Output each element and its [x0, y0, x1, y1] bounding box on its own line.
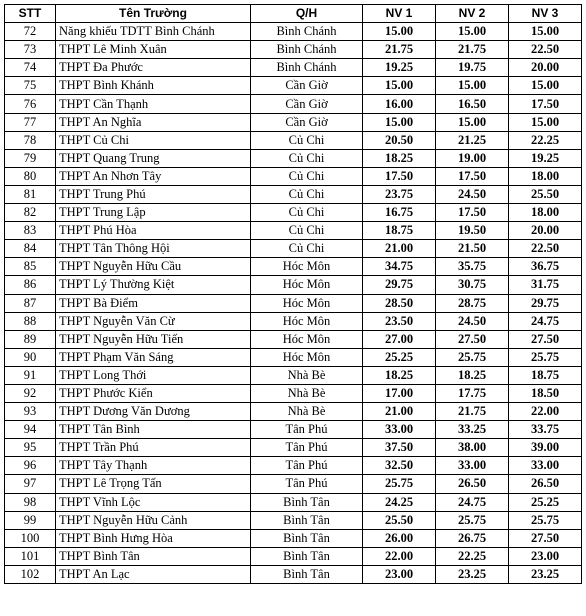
table-row — [5, 167, 582, 185]
table-row — [5, 493, 582, 511]
nv3-score-cell: 36.75 — [509, 258, 582, 276]
nv3-score-cell: 22.00 — [509, 403, 582, 421]
school-name-cell: THPT Cần Thạnh — [56, 95, 251, 113]
stt-cell: 77 — [5, 113, 56, 131]
table-row — [5, 131, 582, 149]
table-header — [5, 5, 582, 23]
nv1-score-cell: 21.00 — [363, 240, 436, 258]
school-name-cell: THPT Lê Minh Xuân — [56, 41, 251, 59]
school-name-cell: THPT Nguyễn Hữu Tiến — [56, 330, 251, 348]
district-cell: Hóc Môn — [251, 294, 363, 312]
stt-cell: 94 — [5, 421, 56, 439]
header-nv1: NV 1 — [363, 5, 436, 23]
nv3-score-cell: 15.00 — [509, 77, 582, 95]
table-row — [5, 276, 582, 294]
table-row — [5, 457, 582, 475]
header-district: Q/H — [251, 5, 363, 23]
nv3-score-cell: 20.00 — [509, 222, 582, 240]
district-cell: Tân Phú — [251, 475, 363, 493]
nv2-score-cell: 25.75 — [436, 348, 509, 366]
district-cell: Tân Phú — [251, 439, 363, 457]
stt-cell: 73 — [5, 41, 56, 59]
stt-cell: 86 — [5, 276, 56, 294]
district-cell: Hóc Môn — [251, 258, 363, 276]
nv1-score-cell: 16.00 — [363, 95, 436, 113]
nv1-score-cell: 37.50 — [363, 439, 436, 457]
nv2-score-cell: 27.50 — [436, 330, 509, 348]
district-cell: Cần Giờ — [251, 95, 363, 113]
school-name-cell: THPT Tân Bình — [56, 421, 251, 439]
nv2-score-cell: 23.25 — [436, 565, 509, 583]
nv3-score-cell: 24.75 — [509, 312, 582, 330]
stt-cell: 85 — [5, 258, 56, 276]
nv2-score-cell: 18.25 — [436, 366, 509, 384]
stt-cell: 96 — [5, 457, 56, 475]
table-row — [5, 59, 582, 77]
nv1-score-cell: 25.50 — [363, 511, 436, 529]
nv2-score-cell: 35.75 — [436, 258, 509, 276]
table-row — [5, 475, 582, 493]
district-cell: Bình Tân — [251, 511, 363, 529]
school-name-cell: THPT Bà Điểm — [56, 294, 251, 312]
stt-cell: 90 — [5, 348, 56, 366]
stt-cell: 74 — [5, 59, 56, 77]
school-name-cell: THPT Củ Chi — [56, 131, 251, 149]
district-cell: Củ Chi — [251, 131, 363, 149]
nv3-score-cell: 22.25 — [509, 131, 582, 149]
nv2-score-cell: 19.50 — [436, 222, 509, 240]
stt-cell: 75 — [5, 77, 56, 95]
nv3-score-cell: 15.00 — [509, 113, 582, 131]
school-name-cell: THPT Trần Phú — [56, 439, 251, 457]
stt-cell: 79 — [5, 149, 56, 167]
nv3-score-cell: 22.50 — [509, 240, 582, 258]
stt-cell: 88 — [5, 312, 56, 330]
table-row — [5, 222, 582, 240]
nv1-score-cell: 20.50 — [363, 131, 436, 149]
stt-cell: 87 — [5, 294, 56, 312]
school-name-cell: THPT Tân Thông Hội — [56, 240, 251, 258]
nv3-score-cell: 33.00 — [509, 457, 582, 475]
nv2-score-cell: 25.75 — [436, 511, 509, 529]
stt-cell: 98 — [5, 493, 56, 511]
stt-cell: 92 — [5, 384, 56, 402]
stt-cell: 76 — [5, 95, 56, 113]
school-name-cell: THPT Nguyễn Hữu Cảnh — [56, 511, 251, 529]
nv1-score-cell: 32.50 — [363, 457, 436, 475]
table-row — [5, 77, 582, 95]
district-cell: Hóc Môn — [251, 348, 363, 366]
nv2-score-cell: 26.50 — [436, 475, 509, 493]
stt-cell: 72 — [5, 23, 56, 41]
nv1-score-cell: 33.00 — [363, 421, 436, 439]
nv1-score-cell: 19.25 — [363, 59, 436, 77]
school-name-cell: THPT Lý Thường Kiệt — [56, 276, 251, 294]
nv2-score-cell: 22.25 — [436, 547, 509, 565]
nv1-score-cell: 28.50 — [363, 294, 436, 312]
district-cell: Củ Chi — [251, 222, 363, 240]
admission-scores-table — [4, 4, 582, 584]
nv3-score-cell: 18.50 — [509, 384, 582, 402]
table-row — [5, 366, 582, 384]
nv2-score-cell: 24.50 — [436, 185, 509, 203]
table-row — [5, 204, 582, 222]
district-cell: Nhà Bè — [251, 366, 363, 384]
nv1-score-cell: 23.50 — [363, 312, 436, 330]
school-name-cell: THPT Bình Tân — [56, 547, 251, 565]
nv1-score-cell: 15.00 — [363, 23, 436, 41]
nv1-score-cell: 17.50 — [363, 167, 436, 185]
nv1-score-cell: 27.00 — [363, 330, 436, 348]
stt-cell: 99 — [5, 511, 56, 529]
nv1-score-cell: 15.00 — [363, 77, 436, 95]
stt-cell: 83 — [5, 222, 56, 240]
school-name-cell: THPT Tây Thạnh — [56, 457, 251, 475]
nv3-score-cell: 23.25 — [509, 565, 582, 583]
school-name-cell: THPT Dương Văn Dương — [56, 403, 251, 421]
table-row — [5, 547, 582, 565]
table-row — [5, 312, 582, 330]
nv3-score-cell: 23.00 — [509, 547, 582, 565]
nv3-score-cell: 26.50 — [509, 475, 582, 493]
nv1-score-cell: 21.00 — [363, 403, 436, 421]
district-cell: Củ Chi — [251, 167, 363, 185]
nv1-score-cell: 16.75 — [363, 204, 436, 222]
table-row — [5, 294, 582, 312]
table-row — [5, 95, 582, 113]
nv3-score-cell: 18.00 — [509, 204, 582, 222]
table-body — [5, 23, 582, 584]
district-cell: Tân Phú — [251, 457, 363, 475]
header-school-name: Tên Trường — [56, 5, 251, 23]
nv3-score-cell: 19.25 — [509, 149, 582, 167]
district-cell: Bình Tân — [251, 493, 363, 511]
nv3-score-cell: 22.50 — [509, 41, 582, 59]
school-name-cell: THPT Long Thới — [56, 366, 251, 384]
stt-cell: 84 — [5, 240, 56, 258]
nv2-score-cell: 15.00 — [436, 23, 509, 41]
nv1-score-cell: 15.00 — [363, 113, 436, 131]
nv2-score-cell: 33.25 — [436, 421, 509, 439]
district-cell: Cần Giờ — [251, 77, 363, 95]
stt-cell: 91 — [5, 366, 56, 384]
table-row — [5, 403, 582, 421]
header-nv2: NV 2 — [436, 5, 509, 23]
stt-cell: 97 — [5, 475, 56, 493]
stt-cell: 100 — [5, 529, 56, 547]
district-cell: Củ Chi — [251, 204, 363, 222]
nv1-score-cell: 22.00 — [363, 547, 436, 565]
district-cell: Tân Phú — [251, 421, 363, 439]
stt-cell: 78 — [5, 131, 56, 149]
nv1-score-cell: 24.25 — [363, 493, 436, 511]
table-row — [5, 421, 582, 439]
nv1-score-cell: 34.75 — [363, 258, 436, 276]
stt-cell: 82 — [5, 204, 56, 222]
nv2-score-cell: 24.75 — [436, 493, 509, 511]
table-row — [5, 511, 582, 529]
stt-cell: 89 — [5, 330, 56, 348]
nv2-score-cell: 17.75 — [436, 384, 509, 402]
nv2-score-cell: 17.50 — [436, 167, 509, 185]
header-stt: STT — [5, 5, 56, 23]
table-row — [5, 41, 582, 59]
school-name-cell: Năng khiếu TDTT Bình Chánh — [56, 23, 251, 41]
nv2-score-cell: 15.00 — [436, 77, 509, 95]
nv3-score-cell: 29.75 — [509, 294, 582, 312]
nv1-score-cell: 18.25 — [363, 366, 436, 384]
header-nv3: NV 3 — [509, 5, 582, 23]
school-name-cell: THPT An Nhơn Tây — [56, 167, 251, 185]
nv2-score-cell: 24.50 — [436, 312, 509, 330]
table-row — [5, 529, 582, 547]
nv3-score-cell: 27.50 — [509, 529, 582, 547]
nv3-score-cell: 31.75 — [509, 276, 582, 294]
school-name-cell: THPT Trung Phú — [56, 185, 251, 203]
nv1-score-cell: 18.25 — [363, 149, 436, 167]
table-row — [5, 23, 582, 41]
nv3-score-cell: 17.50 — [509, 95, 582, 113]
district-cell: Hóc Môn — [251, 330, 363, 348]
school-name-cell: THPT Nguyễn Hữu Cầu — [56, 258, 251, 276]
school-name-cell: THPT Vĩnh Lộc — [56, 493, 251, 511]
stt-cell: 102 — [5, 565, 56, 583]
district-cell: Nhà Bè — [251, 403, 363, 421]
nv1-score-cell: 25.75 — [363, 475, 436, 493]
nv3-score-cell: 25.50 — [509, 185, 582, 203]
nv1-score-cell: 18.75 — [363, 222, 436, 240]
nv2-score-cell: 38.00 — [436, 439, 509, 457]
nv2-score-cell: 26.75 — [436, 529, 509, 547]
school-name-cell: THPT Phạm Văn Sáng — [56, 348, 251, 366]
stt-cell: 93 — [5, 403, 56, 421]
nv3-score-cell: 18.75 — [509, 366, 582, 384]
nv1-score-cell: 23.00 — [363, 565, 436, 583]
school-name-cell: THPT Phước Kiển — [56, 384, 251, 402]
nv3-score-cell: 25.75 — [509, 348, 582, 366]
nv3-score-cell: 39.00 — [509, 439, 582, 457]
district-cell: Hóc Môn — [251, 312, 363, 330]
district-cell: Bình Tân — [251, 529, 363, 547]
header-row — [5, 5, 582, 23]
nv3-score-cell: 20.00 — [509, 59, 582, 77]
school-name-cell: THPT Trung Lập — [56, 204, 251, 222]
school-name-cell: THPT Lê Trọng Tấn — [56, 475, 251, 493]
district-cell: Bình Tân — [251, 565, 363, 583]
stt-cell: 95 — [5, 439, 56, 457]
school-name-cell: THPT An Lạc — [56, 565, 251, 583]
school-name-cell: THPT Quang Trung — [56, 149, 251, 167]
nv2-score-cell: 15.00 — [436, 113, 509, 131]
nv2-score-cell: 21.25 — [436, 131, 509, 149]
school-name-cell: THPT Nguyễn Văn Cừ — [56, 312, 251, 330]
district-cell: Củ Chi — [251, 149, 363, 167]
nv3-score-cell: 15.00 — [509, 23, 582, 41]
table-row — [5, 258, 582, 276]
district-cell: Bình Chánh — [251, 41, 363, 59]
nv1-score-cell: 21.75 — [363, 41, 436, 59]
district-cell: Củ Chi — [251, 185, 363, 203]
nv2-score-cell: 28.75 — [436, 294, 509, 312]
table-row — [5, 149, 582, 167]
table-row — [5, 384, 582, 402]
nv2-score-cell: 19.75 — [436, 59, 509, 77]
table-row — [5, 439, 582, 457]
nv1-score-cell: 26.00 — [363, 529, 436, 547]
school-name-cell: THPT An Nghĩa — [56, 113, 251, 131]
nv2-score-cell: 33.00 — [436, 457, 509, 475]
nv2-score-cell: 21.75 — [436, 41, 509, 59]
school-name-cell: THPT Phú Hòa — [56, 222, 251, 240]
nv3-score-cell: 27.50 — [509, 330, 582, 348]
school-name-cell: THPT Đa Phước — [56, 59, 251, 77]
nv2-score-cell: 30.75 — [436, 276, 509, 294]
stt-cell: 101 — [5, 547, 56, 565]
school-name-cell: THPT Bình Khánh — [56, 77, 251, 95]
district-cell: Nhà Bè — [251, 384, 363, 402]
nv1-score-cell: 25.25 — [363, 348, 436, 366]
nv1-score-cell: 23.75 — [363, 185, 436, 203]
table-row — [5, 113, 582, 131]
district-cell: Bình Tân — [251, 547, 363, 565]
nv2-score-cell: 19.00 — [436, 149, 509, 167]
nv3-score-cell: 25.25 — [509, 493, 582, 511]
nv3-score-cell: 25.75 — [509, 511, 582, 529]
nv2-score-cell: 21.50 — [436, 240, 509, 258]
nv2-score-cell: 16.50 — [436, 95, 509, 113]
district-cell: Bình Chánh — [251, 59, 363, 77]
table-row — [5, 330, 582, 348]
nv2-score-cell: 21.75 — [436, 403, 509, 421]
district-cell: Củ Chi — [251, 240, 363, 258]
nv3-score-cell: 18.00 — [509, 167, 582, 185]
table-row — [5, 348, 582, 366]
nv1-score-cell: 17.00 — [363, 384, 436, 402]
table-row — [5, 565, 582, 583]
table-row — [5, 240, 582, 258]
school-name-cell: THPT Bình Hưng Hòa — [56, 529, 251, 547]
nv2-score-cell: 17.50 — [436, 204, 509, 222]
stt-cell: 80 — [5, 167, 56, 185]
nv1-score-cell: 29.75 — [363, 276, 436, 294]
nv3-score-cell: 33.75 — [509, 421, 582, 439]
district-cell: Bình Chánh — [251, 23, 363, 41]
table-row — [5, 185, 582, 203]
stt-cell: 81 — [5, 185, 56, 203]
district-cell: Cần Giờ — [251, 113, 363, 131]
district-cell: Hóc Môn — [251, 276, 363, 294]
